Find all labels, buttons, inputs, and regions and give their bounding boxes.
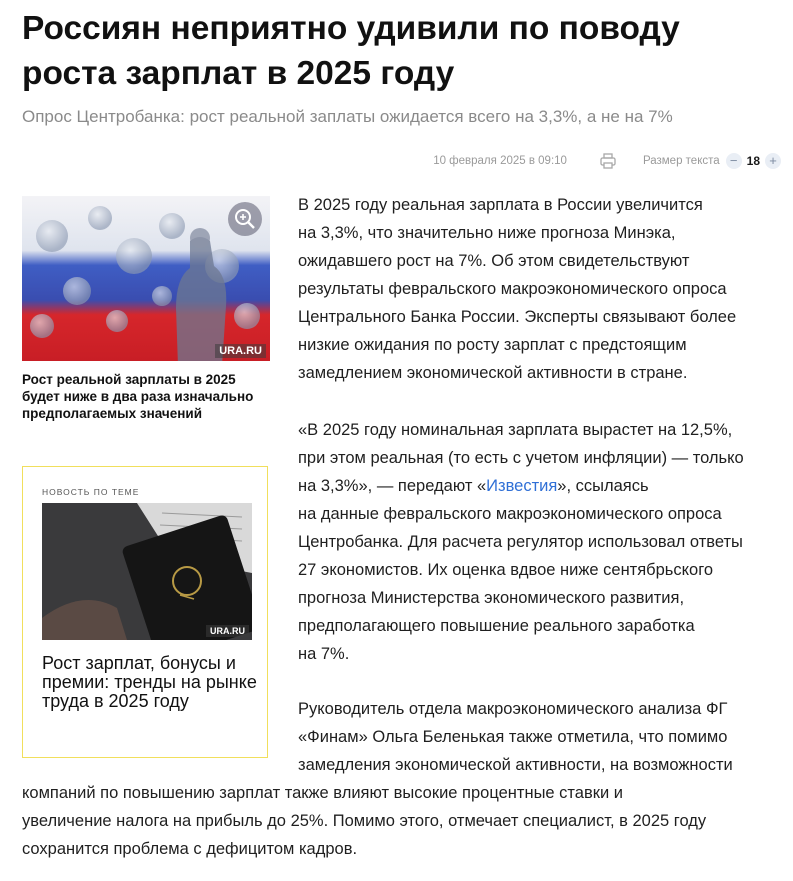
- text-fragment: на 3,3%», — передают «: [298, 477, 487, 495]
- text-line: прогноза Министерства экономического развития,: [298, 589, 685, 607]
- text-line: на 7%.: [298, 645, 350, 663]
- article-photo[interactable]: [22, 196, 270, 361]
- text-size-decrease-button[interactable]: −: [726, 153, 742, 169]
- related-news-title[interactable]: Рост зарплат, бонусы и премии: тренды на рынке труда в 2025 году: [42, 653, 257, 711]
- text-line: замедлением экономической активности в стране.: [298, 364, 688, 382]
- text-line: 27 экономистов. Их оценка вдвое ниже сентябрьского: [298, 561, 714, 579]
- text-line: на данные февральского макроэкономического опроса: [298, 505, 722, 523]
- text-size-label: Размер текста: [642, 155, 720, 167]
- text-size-increase-button[interactable]: +: [765, 153, 781, 169]
- paragraph-1: [298, 191, 736, 387]
- text-line: Центробанка. Для расчета регулятор использовал ответы: [298, 533, 743, 551]
- related-news-photo[interactable]: [42, 503, 252, 640]
- paragraph-3-bottom: [22, 779, 706, 863]
- text-line: Центрального Банка России. Эксперты связывают более: [298, 308, 737, 326]
- text-fragment: », ссылаясь: [557, 477, 649, 495]
- text-line: замедления экономической активности, на возможности: [298, 756, 733, 774]
- text-line: увеличение налога на прибыль до 25%. Помимо этого, отмечает специалист, в 2025 году: [22, 812, 707, 830]
- article-title: Россиян неприятно удивили по поводу роста зарплат в 2025 году: [22, 10, 680, 92]
- zoom-icon[interactable]: [228, 202, 262, 236]
- text-line: на 3,3%, что значительно ниже прогноза Минэка,: [298, 224, 676, 242]
- text-line: «Финам» Ольга Беленькая также отметила, что помимо: [298, 728, 728, 746]
- related-photo-watermark: URA.RU: [206, 625, 249, 637]
- related-news-label: НОВОСТЬ ПО ТЕМЕ: [42, 487, 140, 497]
- paragraph-3-top: [298, 695, 733, 779]
- text-line: предполагающего повышение реального заработка: [298, 617, 695, 635]
- text-line: Руководитель отдела макроэкономического анализа ФГ: [298, 700, 728, 718]
- related-news-card[interactable]: [22, 466, 268, 758]
- print-icon[interactable]: [599, 152, 617, 170]
- publish-date: 10 февраля 2025 в 09:10: [433, 155, 567, 167]
- izvestia-link[interactable]: Известия: [486, 477, 558, 495]
- text-line: компаний по повышению зарплат также влияют высокие процентные ставки и: [22, 784, 623, 802]
- photo-caption: Рост реальной зарплаты в 2025 будет ниже в два раза изначально предполагаемых значений: [22, 372, 254, 421]
- photo-watermark: URA.RU: [215, 344, 266, 358]
- text-line: сохранится проблема с дефицитом кадров.: [22, 840, 358, 858]
- text-line: ожидавшего рост на 7%. Об этом свидетельствуют: [298, 252, 690, 270]
- text-line: В 2025 году реальная зарплата в России увеличится: [298, 196, 703, 214]
- text-size-value: 18: [746, 154, 760, 168]
- article-meta: [433, 152, 781, 170]
- text-line: результаты февральского макроэкономического опроса: [298, 280, 727, 298]
- text-line: [298, 472, 744, 500]
- paragraph-2: [298, 416, 744, 668]
- text-line: при этом реальная (то есть с учетом инфляции) — только: [298, 449, 744, 467]
- text-line: «В 2025 году номинальная зарплата вырастет на 12,5%,: [298, 421, 733, 439]
- text-line: низкие ожидания по росту зарплат с предстоящим: [298, 336, 687, 354]
- article-subtitle: Опрос Центробанка: рост реальной заплаты ожидается всего на 3,3%, а не на 7%: [22, 107, 673, 126]
